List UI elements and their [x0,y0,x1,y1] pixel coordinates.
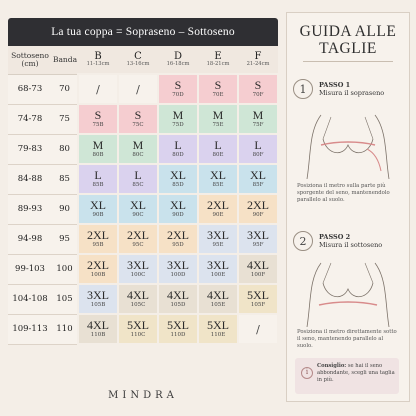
sottoseno-value: 89-93 [8,194,52,224]
band-value: 90 [52,194,78,224]
size-label: 3XL [247,228,269,243]
tip-box [295,358,399,394]
sottoseno-value: 99-103 [8,254,52,284]
size-label: 5XL [127,318,149,333]
size-cell [118,254,158,284]
size-cell [198,194,238,224]
size-label: XL [170,198,186,213]
size-label: S [174,78,182,93]
size-label: 4XL [167,288,189,303]
cup-range: 21-24cm [246,61,270,68]
size-code: 100F [250,272,266,279]
size-code: 90B [92,212,104,219]
cup-header-e [198,46,238,74]
size-code: 100E [210,272,226,279]
size-label: 2XL [87,228,109,243]
banda-header: Banda [52,46,78,74]
size-cell [118,134,158,164]
tip-text: se hai il seno abbondante, scegli una taglia in più. [317,363,395,384]
size-label: M [252,108,264,123]
size-code: 105B [90,302,106,309]
size-code: 110C [130,332,146,339]
table-row [8,284,278,314]
size-code: 95F [252,242,264,249]
size-cell [118,224,158,254]
divider [303,61,393,62]
band-value: 100 [52,254,78,284]
cup-range: 18-21cm [206,61,230,68]
size-label: L [254,138,262,153]
size-label: L [94,168,102,183]
size-code: 100B [90,272,106,279]
size-cell [198,224,238,254]
sottoseno-value: 79-83 [8,134,52,164]
size-code: 95E [212,242,224,249]
size-label: 5XL [207,318,229,333]
size-cell [158,104,198,134]
size-cell [118,314,158,344]
cup-range: 16-18cm [166,61,190,68]
size-code: 80D [172,152,184,159]
size-code: 85F [252,182,264,189]
step-1 [293,79,384,99]
band-value: 85 [52,164,78,194]
size-label: M [172,108,184,123]
step-2-number: 2 [293,231,313,251]
size-cell [158,254,198,284]
size-code: 75F [252,122,264,129]
size-cell [198,164,238,194]
size-table [8,46,279,345]
cup-header-d [158,46,198,74]
size-cell [198,284,238,314]
size-code: 95B [92,242,104,249]
size-code: 75B [92,122,104,129]
size-code: 75D [172,122,184,129]
step-1-title: PASSO 1 [319,80,351,89]
size-code: 70D [172,92,184,99]
step-2 [293,231,382,251]
size-label: M [132,138,144,153]
band-value: 75 [52,104,78,134]
size-code: 105D [170,302,186,309]
band-value: 70 [52,74,78,104]
band-value: 80 [52,134,78,164]
step-2-note: Posiziona il metro direttamente sotto il seno, mantenendo parallelo al suolo. [297,329,397,350]
step-1-note: Posiziona il metro sulla parte più sporgente del seno, mantenendolo parallelo al suolo. [297,183,390,204]
size-cell [198,104,238,134]
brand-logo: MINDRA [108,390,178,401]
table-row [8,164,278,194]
size-cell [158,164,198,194]
info-icon: i [301,367,313,379]
size-cell [158,194,198,224]
size-label: S [94,108,102,123]
size-label: S [214,78,222,93]
size-code: 90C [132,212,144,219]
size-label: L [174,138,182,153]
size-label: XL [130,198,146,213]
size-label: 3XL [207,258,229,273]
step-1-number: 1 [293,79,313,99]
size-cell [118,194,158,224]
size-cell [238,224,278,254]
size-label: 3XL [87,288,109,303]
sottoseno-value: 94-98 [8,224,52,254]
size-label: 5XL [167,318,189,333]
cup-letter: C [134,51,142,63]
size-label: XL [170,168,186,183]
sottoseno-value: 104-108 [8,284,52,314]
cup-header-f [238,46,278,74]
size-cell [198,134,238,164]
size-label: M [212,108,224,123]
table-row [8,104,278,134]
size-label: 4XL [247,258,269,273]
bust-measure-illustration [297,109,399,179]
sottoseno-value: 84-88 [8,164,52,194]
size-label: 2XL [127,228,149,243]
size-cell [78,224,118,254]
step-2-title: PASSO 2 [319,232,351,241]
size-cell [198,314,238,344]
size-label: L [214,138,222,153]
size-code: 70F [252,92,264,99]
size-cell [238,74,278,104]
band-value: 105 [52,284,78,314]
size-cell [238,134,278,164]
size-code: 75E [212,122,224,129]
size-cell [158,224,198,254]
size-cell [158,134,198,164]
table-row [8,224,278,254]
size-cell [78,134,118,164]
size-code: 105C [130,302,146,309]
size-label: XL [90,198,106,213]
size-cell [118,284,158,314]
size-label: XL [210,168,226,183]
size-label: 3XL [167,258,189,273]
size-label: 3XL [207,228,229,243]
step-2-text: Misura il sottoseno [319,241,383,249]
size-label: 5XL [247,288,269,303]
size-code: 110B [90,332,106,339]
size-label: 4XL [207,288,229,303]
size-code: 110D [170,332,186,339]
size-cell [238,284,278,314]
size-label: 2XL [167,228,189,243]
guide-title: GUIDA ALLE TAGLIE [299,23,397,57]
size-cell [198,74,238,104]
band-value: 95 [52,224,78,254]
sottoseno-value: 68-73 [8,74,52,104]
cup-letter: D [173,51,183,63]
size-cell [78,314,118,344]
size-label: 3XL [127,258,149,273]
size-code: 90F [252,212,264,219]
size-code: 80B [92,152,104,159]
empty-cell: / [78,74,118,104]
size-code: 80C [132,152,144,159]
step-1-text: Misura il sopraseno [319,89,385,97]
size-label: 2XL [207,198,229,213]
cup-letter: F [254,51,262,63]
size-cell [238,104,278,134]
band-value: 110 [52,314,78,344]
size-code: 105E [210,302,226,309]
cup-letter: B [94,51,102,63]
sottoseno-header: Sottoseno (cm) [8,46,52,74]
size-cell [238,164,278,194]
size-cell [118,104,158,134]
size-code: 85E [212,182,224,189]
size-code: 90D [172,212,184,219]
size-code: 70E [212,92,224,99]
size-code: 95D [172,242,184,249]
cup-range: 11-13cm [86,61,110,68]
size-cell [158,314,198,344]
table-row [8,74,278,104]
size-cell [238,194,278,224]
size-cell [158,74,198,104]
empty-cell: / [118,74,158,104]
size-label: L [134,168,142,183]
size-code: 100D [170,272,186,279]
size-cell [158,284,198,314]
cup-range: 13-16cm [126,61,150,68]
empty-cell: / [238,314,278,344]
cup-header-b [78,46,118,74]
size-code: 100C [130,272,146,279]
size-label: M [92,138,104,153]
table-row [8,314,278,344]
size-code: 95C [132,242,144,249]
size-code: 80E [212,152,224,159]
size-code: 85D [172,182,184,189]
cup-letter: E [214,51,222,63]
size-code: 75C [132,122,144,129]
size-code: 80F [252,152,264,159]
size-code: 110E [210,332,226,339]
size-cell [78,104,118,134]
table-row [8,254,278,284]
underbust-measure-illustration [297,257,399,327]
chart-title: La tua coppa = Sopraseno – Sottoseno [8,18,278,46]
size-label: 2XL [247,198,269,213]
table-row [8,134,278,164]
size-label: XL [250,168,266,183]
size-code: 85C [132,182,144,189]
size-cell [78,254,118,284]
sottoseno-value: 74-78 [8,104,52,134]
size-code: 85B [92,182,104,189]
cup-header-c [118,46,158,74]
size-code: 105F [250,302,266,309]
size-cell [198,254,238,284]
size-cell [238,254,278,284]
size-cell [78,164,118,194]
size-code: 90E [212,212,224,219]
size-chart [8,18,278,345]
size-cell [78,284,118,314]
size-label: S [134,108,142,123]
size-cell [78,194,118,224]
size-guide-panel [286,12,410,402]
size-label: 4XL [87,318,109,333]
size-cell [118,164,158,194]
size-label: 2XL [87,258,109,273]
size-label: S [254,78,262,93]
table-row [8,194,278,224]
size-label: 4XL [127,288,149,303]
sottoseno-value: 109-113 [8,314,52,344]
tip-label: Consiglio: [317,363,347,369]
